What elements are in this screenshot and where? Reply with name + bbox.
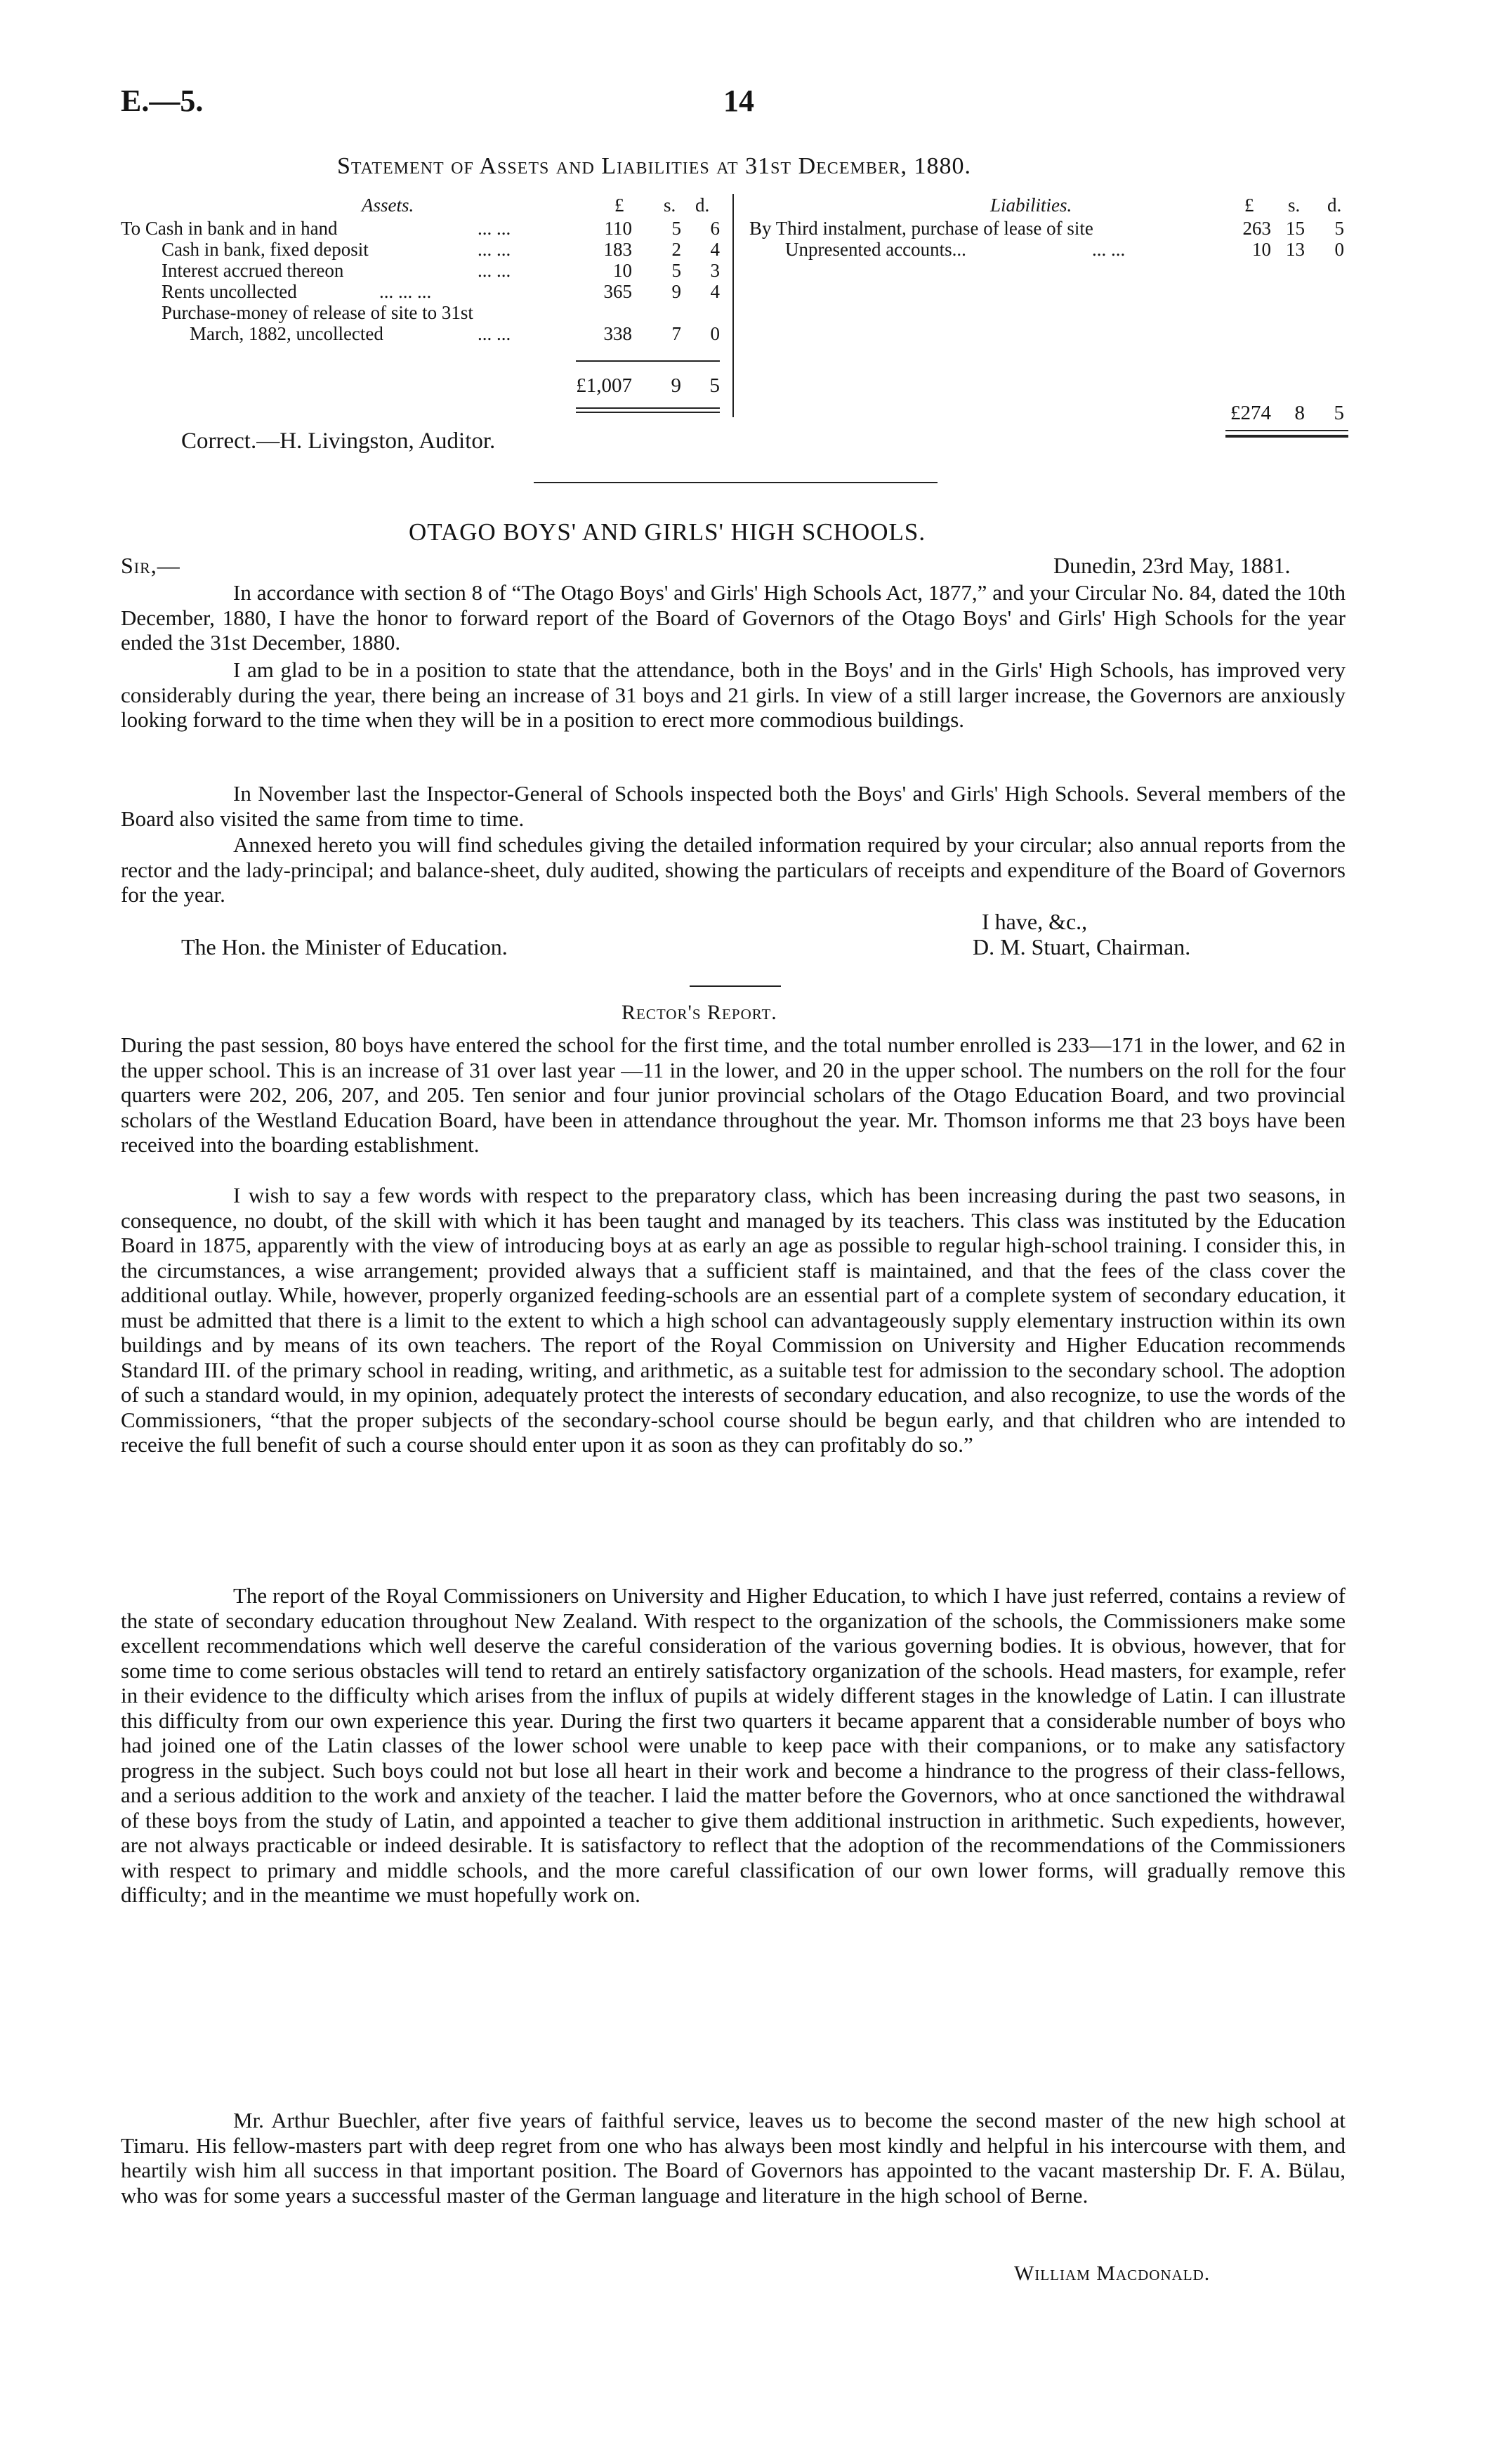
asset-row-shillings: 7 xyxy=(671,323,681,344)
report-paragraph: The report of the Royal Commissioners on University and Higher Education, to which I have just referred, contains a review of the state of secondary education throughout New Zealand. With respect to the organization of the schools, the Commissioners make some excellent recommendations which well deserve the careful consideration of the various governing bodies. It is obvious, however, that for some time to come serious obstacles will tend to retard an entirely satisfactory organization of the schools. Head masters, for example, refer in their evidence to the difficulty which arises from the influx of pupils at widely different stages in the knowledge of Latin. I can illustrate this difficulty from our own experience this year. During the first two quarters it became apparent that a considerable number of boys who had joined one of the Latin classes of the lower school were unable to keep pace with their companions, or to make any satisfactory progress in the subject. Such boys could not but lose all heart in their work and become a hindrance to the progress of their class-fellows, and a serious addition to the work and anxiety of the teacher. I laid the matter before the Governors, who at once sanctioned the withdrawal of these boys from the study of Latin, and appointed a teacher to give them additional instruction in arithmetic. Such expedients, however, are not always practicable or indeed desirable. It is satisfactory to reflect that the adoption of the recommendations of the Commissioners with respect to primary and middle schools, and the more careful classification of our own lower forms, will gradually remove this difficulty; and in the meantime we must hopefully work on. xyxy=(121,1583,1346,1907)
asset-row-label: Rents uncollected xyxy=(162,281,297,302)
asset-row-pence: 4 xyxy=(710,281,720,302)
letter-signatory: D. M. Stuart, Chairman. xyxy=(973,934,1191,959)
letter-paragraph: I am glad to be in a position to state that the attendance, both in the Boys' and in the Girls' High Schools, has improved very considerably during the year, there being an increase of 31 boys and 21 girls. In view of a still larger increase, the Governors are anxiously looking forward to the time when they will be in a position to erect more commodious buildings. xyxy=(121,657,1346,732)
asset-row-shillings: 5 xyxy=(671,260,681,281)
letter-title: OTAGO BOYS' AND GIRLS' HIGH SCHOOLS. xyxy=(409,518,926,546)
report-paragraph: I wish to say a few words with respect to the preparatory class, which has been increasing during the past two seasons, in consequence, no doubt, of the skill with which it has been taught and managed by its teachers. This class was instituted by the Education Board in 1875, apparently with the view of introducing boys at as early an age as possible to regular high-school training. I consider this, in the circumstances, a wise arrangement; provided always that a sufficient staff is maintained, and that the fees of the class cover the additional outlay. While, however, properly organized feeding-schools are an essential part of a complete system of secondary education, it must be admitted that there is a limit to the extent to which a high school can advantageously supply elementary instruction within its own buildings and by means of its own teachers. The report of the Royal Commission on University and Higher Education recommends Standard III. of the primary school in reading, writing, and arithmetic, as a suitable test for admission to the secondary school. The adoption of such a standard would, in my opinion, adequately protect the interests of secondary education, and also recognize, to use the words of the Commissioners, “that the proper subjects of the secondary-school course should be begun early, and that children who are intended to receive the full benefit of such a course should enter upon it as soon as they can profitably do so.” xyxy=(121,1183,1346,1457)
liability-row-shillings: 15 xyxy=(1286,218,1305,239)
liabilities-total-rule xyxy=(1225,430,1348,431)
letter-addressee: The Hon. the Minister of Education. xyxy=(181,934,508,959)
asset-row-label: March, 1882, uncollected xyxy=(190,323,383,344)
assets-total-pence: 5 xyxy=(709,374,720,397)
page-number: 14 xyxy=(723,84,754,118)
liabilities-pounds-header: £ xyxy=(1244,195,1254,216)
liability-row-shillings: 13 xyxy=(1286,239,1305,260)
asset-row-pounds: 338 xyxy=(603,323,632,344)
liability-row-label: Unpresented accounts... xyxy=(785,239,966,260)
statement-title: Statement of Assets and Liabilities at 31st December, 1880. xyxy=(337,153,971,179)
auditor-line: Correct.—H. Livingston, Auditor. xyxy=(181,428,496,454)
liabilities-pence-header: d. xyxy=(1327,195,1342,216)
liability-row-dots: ... ... xyxy=(1092,239,1126,260)
asset-row-dots: ... ... xyxy=(478,323,511,344)
liabilities-total-pounds: £274 xyxy=(1230,402,1271,424)
liability-row-pounds: 10 xyxy=(1252,239,1271,260)
liabilities-total-shillings: 8 xyxy=(1294,402,1305,424)
liability-row-label: By Third instalment, purchase of lease of site xyxy=(749,218,1093,239)
asset-row-pounds: 110 xyxy=(604,218,632,239)
asset-row-dots: ... ... xyxy=(478,239,511,260)
letter-paragraph: In accordance with section 8 of “The Otago Boys' and Girls' High Schools Act, 1877,” and your Circular No. 84, dated the 10th December, 1880, I have the honor to forward report of the Board of Governors of the Otago Boys' and Girls' High Schools for the year ended the 31st December, 1880. xyxy=(121,580,1346,655)
letter-paragraph: Annexed hereto you will find schedules giving the detailed information required by your circular; also annual reports from the rector and the lady-principal; and balance-sheet, duly audited, showing the particulars of receipts and expenditure of the Board of Governors for the year. xyxy=(121,832,1346,907)
asset-row-label: Purchase-money of release of site to 31st xyxy=(162,302,473,323)
asset-row-pounds: 10 xyxy=(613,260,632,281)
assets-total-double-rule xyxy=(576,412,720,413)
liabilities-total-pence: 5 xyxy=(1334,402,1344,424)
assets-subtotal-rule xyxy=(576,360,720,362)
asset-row-label: To Cash in bank and in hand xyxy=(121,218,338,239)
asset-row-pence: 6 xyxy=(710,218,720,239)
liability-row-pence: 5 xyxy=(1334,218,1344,239)
liability-row-pence: 0 xyxy=(1334,239,1344,260)
assets-heading: Assets. xyxy=(362,195,414,216)
report-title: Rector's Report. xyxy=(621,1001,777,1024)
asset-row-label: Interest accrued thereon xyxy=(162,260,344,281)
asset-row-pence: 0 xyxy=(710,323,720,344)
report-signature: William Macdonald. xyxy=(1014,2262,1211,2285)
letter-salutation: Sir,— xyxy=(121,553,180,578)
asset-row-shillings: 5 xyxy=(671,218,681,239)
assets-total-rule xyxy=(576,407,720,409)
liabilities-total-double-rule xyxy=(1225,435,1348,438)
assets-total-pounds: £1,007 xyxy=(576,374,632,397)
asset-row-shillings: 9 xyxy=(671,281,681,302)
document-reference: E.—5. xyxy=(121,84,204,118)
asset-row-pence: 4 xyxy=(710,239,720,260)
report-paragraph: Mr. Arthur Buechler, after five years of faithful service, leaves us to become the second master of the new high school at Timaru. His fellow-masters part with deep regret from one who has always been most kindly and helpful in his intercourse with them, and heartily wish him all success in that important position. The Board of Governors has appointed to the vacant mastership Dr. F. A. Bülau, who was for some years a successful master of the German language and literature in the high school of Berne. xyxy=(121,2108,1346,2208)
asset-row-dots: ... ... ... xyxy=(379,281,432,302)
letter-paragraph: In November last the Inspector-General of Schools inspected both the Boys' and Girls' High Schools. Several members of the Board also visited the same from time to time. xyxy=(121,781,1346,831)
asset-row-dots: ... ... xyxy=(478,260,511,281)
assets-shillings-header: s. xyxy=(664,195,676,216)
section-divider xyxy=(690,985,781,987)
section-divider xyxy=(534,482,938,483)
assets-pounds-header: £ xyxy=(614,195,624,216)
asset-row-pounds: 365 xyxy=(603,281,632,302)
letter-date: Dunedin, 23rd May, 1881. xyxy=(1053,553,1291,578)
asset-row-label: Cash in bank, fixed deposit xyxy=(162,239,369,260)
assets-total-shillings: 9 xyxy=(671,374,681,397)
asset-row-pence: 3 xyxy=(710,260,720,281)
report-paragraph: During the past session, 80 boys have entered the school for the first time, and the total number enrolled is 233—171 in the lower, and 62 in the upper school. This is an increase of 31 over last year —11 in the lower, and 20 in the upper school. The numbers on the roll for the four quarters were 202, 206, 207, and 205. Ten senior and four junior provincial scholars of the Otago Education Board, and two provincial scholars of the Westland Education Board, have been in attendance throughout the year. Mr. Thomson informs me that 23 boys have been received into the boarding establishment. xyxy=(121,1033,1346,1157)
liabilities-heading: Liabilities. xyxy=(990,195,1072,216)
letter-closing: I have, &c., xyxy=(982,909,1088,934)
asset-row-pounds: 183 xyxy=(603,239,632,260)
asset-row-shillings: 2 xyxy=(671,239,681,260)
asset-row-dots: ... ... xyxy=(478,218,511,239)
liability-row-pounds: 263 xyxy=(1242,218,1271,239)
liabilities-shillings-header: s. xyxy=(1288,195,1301,216)
table-divider xyxy=(732,194,734,417)
assets-pence-header: d. xyxy=(695,195,710,216)
